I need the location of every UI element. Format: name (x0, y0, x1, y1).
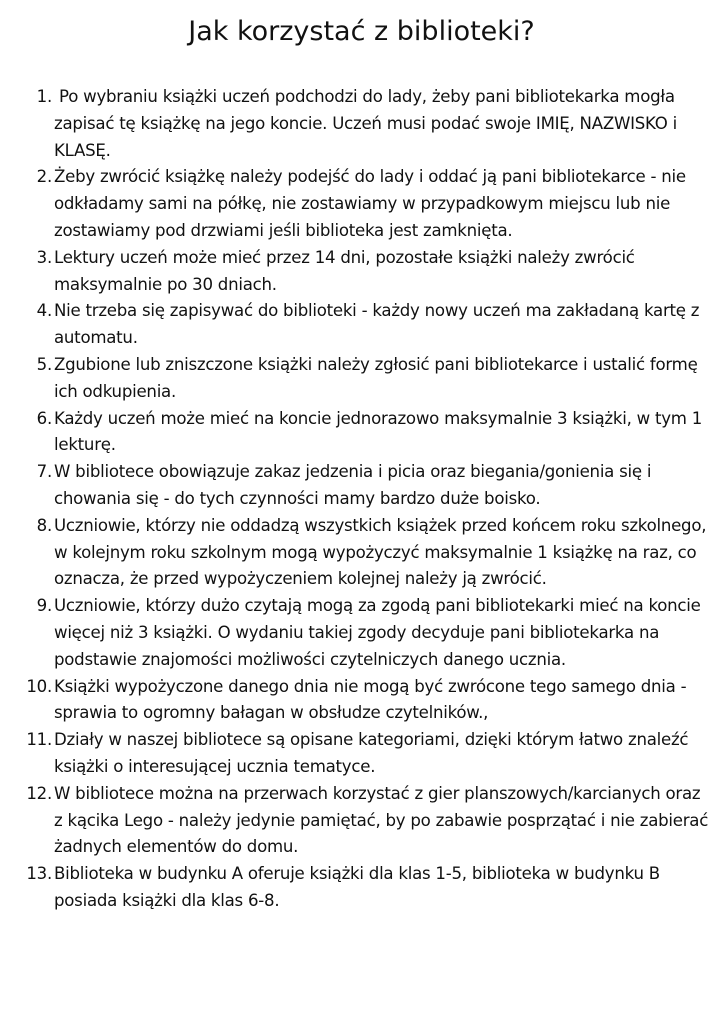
rule-number: 7. (36, 462, 52, 482)
rule-number: 1. (36, 87, 52, 106)
rule-number: 9. (36, 596, 52, 616)
rule-item-1 (0, 84, 723, 164)
rule-number: 5. (36, 354, 52, 374)
rule-item-2 (0, 164, 723, 244)
rule-text: W bibliotece można na przerwach korzystać z gier planszowych/karcianych oraz z kącika Lego - należy jedynie pamiętać, by po zabawie posprzątać i nie zabierać żadnych elementów do domu. (54, 783, 709, 857)
rule-text: Biblioteka w budynku A oferuje książki dla klas 1-5, biblioteka w budynku B posiada książki dla klas 6-8. (54, 864, 660, 910)
rule-number: 10. (26, 676, 52, 696)
rule-text: Nie trzeba się zapisywać do biblioteki - każdy nowy uczeń ma zakładaną kartę z automatu. (54, 301, 700, 348)
rule-item-11 (0, 727, 723, 781)
rule-text: Działy w naszej bibliotece są opisane kategoriami, dzięki którym łatwo znaleźć książki o interesującej ucznia tematyce. (54, 730, 689, 776)
rule-text: Uczniowie, którzy nie oddadzą wszystkich książek przed końcem roku szkolnego, w kolejnym roku szkolnym mogą wypożyczyć maksymalnie 1 książkę na raz, co oznacza, że przed wypożyczeniem kolejnej należy ją zwrócić. (54, 515, 707, 589)
rule-item-13 (0, 861, 723, 915)
rule-text: Każdy uczeń może mieć na koncie jednorazowo maksymalnie 3 książki, w tym 1 lekturę. (54, 408, 703, 455)
rule-number: 12. (26, 783, 52, 803)
rule-text: Żeby zwrócić książkę należy podejść do lady i oddać ją pani bibliotekarce - nie odkładamy sami na półkę, nie zostawiamy w przypadkowym miejscu lub nie zostawiamy pod drzwiami jeśli biblioteka jest zamknięta. (54, 167, 686, 240)
page-title: Jak korzystać z biblioteki? (188, 16, 535, 47)
rule-text: Książki wypożyczone danego dnia nie mogą być zwrócone tego samego dnia - sprawia to ogromny bałagan w obsłudze czytelników., (54, 676, 687, 723)
rule-item-5 (0, 352, 723, 406)
rule-item-12 (0, 781, 723, 861)
rule-number: 11. (26, 730, 52, 750)
rule-number: 2. (36, 167, 52, 187)
rule-number: 8. (36, 515, 52, 535)
rule-item-8 (0, 513, 723, 593)
rule-text: Lektury uczeń może mieć przez 14 dni, pozostałe książki należy zwrócić maksymalnie po 30 dniach. (54, 247, 635, 294)
rule-text: Zgubione lub zniszczone książki należy zgłosić pani bibliotekarce i ustalić formę ich odkupienia. (54, 354, 698, 401)
rule-item-6 (0, 406, 723, 460)
rule-text: W bibliotece obowiązuje zakaz jedzenia i picia oraz biegania/gonienia się i chowania się - do tych czynności mamy bardzo duże boisko. (54, 462, 652, 508)
rules-list (0, 84, 723, 915)
rule-number: 3. (36, 247, 52, 267)
rule-text: Uczniowie, którzy dużo czytają mogą za zgodą pani bibliotekarki mieć na koncie więcej niż 3 książki. O wydaniu takiej zgody decyduje pani bibliotekarka na podstawie znajomości możliwości czytelniczych danego ucznia. (54, 596, 701, 669)
rule-item-3 (0, 245, 723, 299)
rule-number: 6. (36, 408, 52, 428)
rule-number: 4. (36, 301, 52, 321)
rule-item-4 (0, 298, 723, 352)
rule-item-10 (0, 674, 723, 728)
rule-text: Po wybraniu książki uczeń podchodzi do lady, żeby pani bibliotekarka mogła zapisać tę książkę na jego koncie. Uczeń musi podać swoje IMIĘ, NAZWISKO i KLASĘ. (54, 87, 682, 160)
rule-item-7 (0, 459, 723, 513)
rule-number: 13. (26, 864, 52, 884)
rule-item-9 (0, 593, 723, 673)
